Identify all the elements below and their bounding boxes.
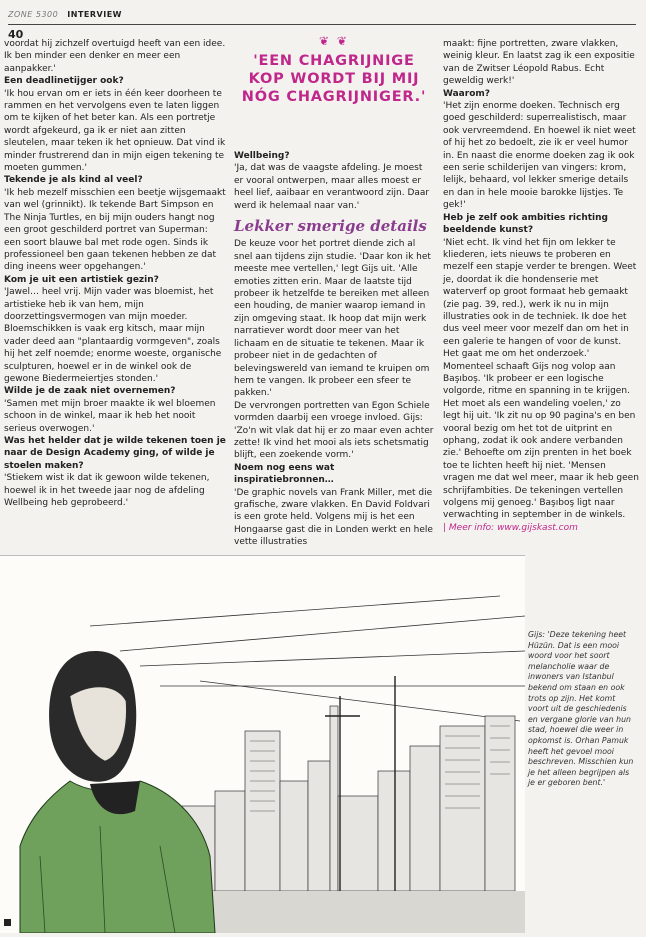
running-header (8, 10, 122, 19)
column-2-intro (234, 150, 434, 212)
column-2 (234, 150, 434, 549)
body-paragraph: 'Ja, dat was de vaagste afdeling. Je moest er vooral ontwerpen, maar alles moest er heel lief, aaibaar en verantwoord zijn. Daar werd ik helemaal naar van.' (234, 163, 430, 211)
man-figure (20, 651, 215, 933)
end-marker-icon (4, 919, 11, 926)
column-2-body (234, 238, 434, 548)
wires (90, 596, 525, 721)
body-paragraph: voordat hij zichzelf overtuigd heeft van een idee. Ik ben minder een denker en meer een aanpakker.' (4, 39, 226, 74)
body-paragraph: maakt: fijne portretten, zware vlakken, weinig kleur. En laatst zag ik een expositie van de Zwitser Léopold Rabus. Echt geweldig werk!' (443, 39, 635, 87)
body-paragraph: De vervrongen portretten van Egon Schiele vormden daarbij een vroege invloed. Gijs: (234, 400, 430, 424)
illustration (0, 555, 525, 933)
interview-question: Was het helder dat je wilde tekenen toen je naar de Design Academy ging, of wilde je stoelen maken? (4, 436, 226, 471)
body-paragraph: 'Zo'n wit vlak dat hij er zo maar even achter zette! Ik vind het mooi als iets schetsmatig blijft, een zoekende vorm.' (234, 425, 434, 461)
interview-question: Wellbeing? (234, 151, 290, 161)
body-paragraph: 'Stiekem wist ik dat ik gewoon wilde tekenen, hoewel ik in het tweede jaar nog de afdeling Wellbeing heb geprobeerd.' (4, 473, 210, 509)
body-paragraph: 'Niet echt. Ik vind het fijn om lekker te kliederen, iets nieuws te proberen en mezelf een stapje verder te brengen. Weet je, doordat ik die hondenserie met waterverf op groot formaat heb gemaakt (zie pag. 39, red.), werk ik nu in mijn illustraties ook in de techniek. Ik doe het dus veel meer voor mezelf dan om het in een galerie te hangen of voor de kunst. Het gaat me om het onderzoek.' (443, 237, 637, 360)
subheading: Lekker smerige details (234, 217, 427, 236)
illustration-caption: Gijs: 'Deze tekening heet Hüzün. Dat is een mooi woord voor het soort melancholie waar de inwoners van Istanbul bekend om staan en ook trots op zijn. Het komt voort uit de geschiedenis en vergane glorie van hun stad, hoewel die weer in opkomst is. Orhan Pamuk heeft het gevoel mooi beschreven. Misschien kun je het alleen begrijpen als je er geboren bent.' (528, 630, 634, 788)
column-1 (4, 38, 226, 509)
illustration-drawing (0, 556, 525, 933)
interview-question: Een deadlinetijger ook? (4, 76, 124, 87)
header-rule (8, 24, 636, 25)
interview-question: Wilde je de zaak niet overnemen? (4, 386, 176, 397)
pull-quote-text: 'EEN CHAGRIJNIGE KOP WORDT BIJ MIJ NÓG CHAGRIJNIGER.' (241, 53, 427, 105)
ornament-icon: ❦ ❦ (319, 34, 349, 48)
body-paragraph: 'De graphic novels van Frank Miller, met die grafische, zware vlakken. En David Foldvari is een grote held. Volgens mij is het een Hongaarse gast die in Londen werkt en hele vette illustraties (234, 487, 433, 548)
interview-question: Kom je uit een artistiek gezin? (4, 274, 159, 285)
column-3 (443, 38, 639, 534)
section-title: INTERVIEW (67, 10, 122, 19)
body-paragraph: 'Het zijn enorme doeken. Technisch erg goed geschilderd: superrealistisch, maar ook vervreemdend. En hoewel ik niet weet of hij het zo bedoelt, zie ik er veel humor in. En naast die enorme doeken zag ik ook een serie schilderijen van vingers: krom, lelijk, behaard, vol lekker smerige details en dan in hele mooie barokke lijstjes. Te gek!' (443, 101, 636, 211)
skyline (175, 706, 515, 891)
body-paragraph: 'Ik heb mezelf misschien een beetje wijsgemaakt van wel (grinnikt). Ik tekende Bart Simpson en The Ninja Turtles, en bij mijn ouders hangt nog een groot geschilderd portret van Superman: een soort blauwe bal met rode ogen. Sinds ik professioneel ben gaan tekenen hebben ze dat ding ineens weer opgehangen.' (4, 187, 226, 273)
body-paragraph: 'Samen met mijn broer maakte ik wel bloemen schoon in de winkel, maar ik heb het nooit serieus overwogen.' (4, 398, 216, 434)
body-paragraph: 'Ik hou ervan om er iets in één keer doorheen te rammen en het vervolgens even te laten liggen om te kijken of het beter kan. Als een portretje wordt afgekeurd, ga ik er niet aan zitten sleutelen, maar teken ik het opnieuw. Dat vind ik minder frustrerend dan in mijn eigen tekening te moeten gummen.' (4, 88, 226, 174)
more-info-link[interactable]: | Meer info: www.gijskast.com (443, 522, 578, 533)
interview-question: Heb je zelf ook ambities richting beeldende kunst? (443, 212, 608, 236)
interview-question: Waarom? (443, 88, 490, 99)
body-paragraph: 'Jawel… heel vrij. Mijn vader was bloemist, het artistieke heb ik van hem, mijn doorzettingsvermogen van mijn moeder. Bloemschikken is vaak erg kitsch, maar mijn vader deed aan "plantaardig vormgeven", zoals hij het zelf noemde; enorme woeste, organische sculpturen, hoewel er in de winkel ook de gewone Biedermeiertjes stonden.' (4, 287, 222, 384)
page-number: 40 (8, 28, 24, 41)
interview-question: Tekende je als kind al veel? (4, 175, 143, 186)
body-paragraph: De keuze voor het portret diende zich al snel aan tijdens zijn studie. 'Daar kon ik het meeste mee vertellen,' legt Gijs uit. 'Alle emoties zitten erin. Maar de laatste tijd probeer ik hetzelfde te bereiken met alleen een houding, de manier waarop iemand in zijn omgeving staat. Ik hoop dat mijn werk narratiever wordt door meer van het lichaam en de situatie te tekenen. Maar ik probeer niet in de gedachten of belevingswereld van iemand te kruipen om hem te vangen. Ik probeer een sfeer te pakken.' (234, 239, 431, 399)
magazine-name: ZONE 5300 (8, 10, 59, 19)
column-3-body (443, 38, 639, 522)
body-paragraph: Momenteel schaaft Gijs nog volop aan Başıboş. 'Ik probeer er een logische volgorde, ritme en spanning in te krijgen. Het moet als een wandeling voelen,' zo legt hij uit. 'Ik zit nu op 90 pagina's en ben vooral bezig om het tot de uitprint en ophang, zodat ik ook andere verbanden zie.' Behoefte om zijn prenten in het boek toe te lichten heeft hij niet. 'Mensen vragen me dat wel meer, maar ik heb geen schrijfambities. De tekeningen vertellen volgens mij genoeg.' Başıboş ligt naar verwachting in september in de winkels. (443, 361, 639, 521)
pull-quote (234, 34, 434, 106)
interview-question: Noem nog eens wat inspiratiebronnen… (234, 462, 335, 486)
